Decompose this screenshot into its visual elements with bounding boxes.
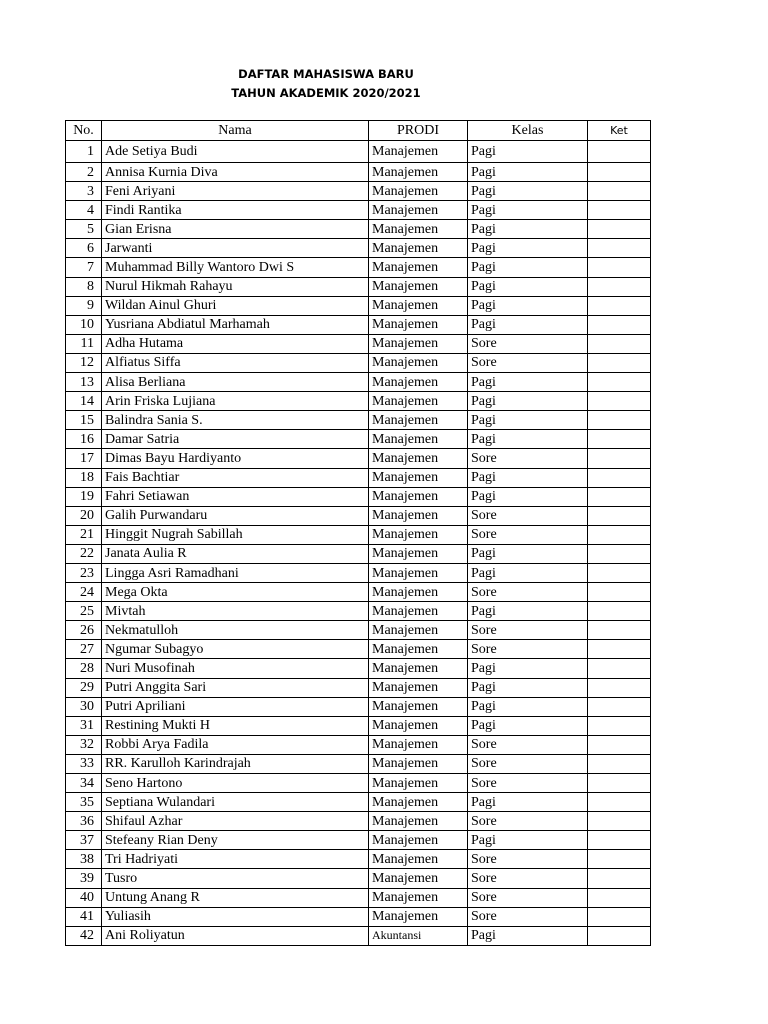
- table-header-row: [66, 121, 651, 141]
- ket-cell: [588, 774, 651, 793]
- prodi-cell: Manajemen: [369, 812, 468, 831]
- kelas-cell: Pagi: [468, 430, 588, 449]
- student-name-cell: Ade Setiya Budi: [102, 141, 369, 163]
- prodi-cell: Manajemen: [369, 774, 468, 793]
- kelas-cell: Sore: [468, 869, 588, 888]
- kelas-cell: Sore: [468, 353, 588, 372]
- prodi-cell: Manajemen: [369, 277, 468, 296]
- row-number-cell: 35: [66, 793, 102, 812]
- prodi-cell: Manajemen: [369, 411, 468, 430]
- student-name-cell: Alisa Berliana: [102, 373, 369, 392]
- kelas-cell: Pagi: [468, 220, 588, 239]
- header-prodi: PRODI: [369, 121, 468, 141]
- ket-cell: [588, 315, 651, 334]
- table-row: [66, 869, 651, 888]
- kelas-cell: Sore: [468, 525, 588, 544]
- row-number-cell: 23: [66, 563, 102, 582]
- ket-cell: [588, 659, 651, 678]
- student-name-cell: Alfiatus Siffa: [102, 353, 369, 372]
- ket-cell: [588, 640, 651, 659]
- row-number-cell: 32: [66, 735, 102, 754]
- ket-cell: [588, 258, 651, 277]
- student-name-cell: Balindra Sania S.: [102, 411, 369, 430]
- row-number-cell: 38: [66, 850, 102, 869]
- prodi-cell: Manajemen: [369, 239, 468, 258]
- row-number-cell: 34: [66, 774, 102, 793]
- prodi-cell: Manajemen: [369, 888, 468, 907]
- prodi-cell: Manajemen: [369, 869, 468, 888]
- table-row: [66, 296, 651, 315]
- ket-cell: [588, 334, 651, 353]
- table-row: [66, 220, 651, 239]
- ket-cell: [588, 869, 651, 888]
- table-row: [66, 468, 651, 487]
- table-row: [66, 449, 651, 468]
- student-name-cell: Septiana Wulandari: [102, 793, 369, 812]
- kelas-cell: Sore: [468, 583, 588, 602]
- row-number-cell: 30: [66, 697, 102, 716]
- kelas-cell: Sore: [468, 850, 588, 869]
- prodi-cell: Manajemen: [369, 487, 468, 506]
- ket-cell: [588, 850, 651, 869]
- table-row: [66, 353, 651, 372]
- ket-cell: [588, 449, 651, 468]
- row-number-cell: 40: [66, 888, 102, 907]
- ket-cell: [588, 487, 651, 506]
- student-name-cell: Arin Friska Lujiana: [102, 392, 369, 411]
- student-name-cell: Annisa Kurnia Diva: [102, 163, 369, 182]
- row-number-cell: 11: [66, 334, 102, 353]
- table-row: [66, 141, 651, 163]
- prodi-cell: Manajemen: [369, 678, 468, 697]
- kelas-cell: Pagi: [468, 831, 588, 850]
- student-name-cell: Hinggit Nugrah Sabillah: [102, 525, 369, 544]
- kelas-cell: Sore: [468, 754, 588, 773]
- ket-cell: [588, 201, 651, 220]
- student-name-cell: Findi Rantika: [102, 201, 369, 220]
- header-ket: Ket: [588, 121, 651, 141]
- kelas-cell: Pagi: [468, 315, 588, 334]
- row-number-cell: 6: [66, 239, 102, 258]
- ket-cell: [588, 277, 651, 296]
- row-number-cell: 2: [66, 163, 102, 182]
- ket-cell: [588, 754, 651, 773]
- kelas-cell: Sore: [468, 774, 588, 793]
- table-row: [66, 506, 651, 525]
- student-name-cell: Putri Apriliani: [102, 697, 369, 716]
- student-name-cell: Ani Roliyatun: [102, 926, 369, 945]
- ket-cell: [588, 373, 651, 392]
- row-number-cell: 16: [66, 430, 102, 449]
- prodi-cell: Manajemen: [369, 602, 468, 621]
- kelas-cell: Pagi: [468, 201, 588, 220]
- row-number-cell: 9: [66, 296, 102, 315]
- row-number-cell: 20: [66, 506, 102, 525]
- table-row: [66, 621, 651, 640]
- student-name-cell: Adha Hutama: [102, 334, 369, 353]
- prodi-cell: Manajemen: [369, 716, 468, 735]
- row-number-cell: 13: [66, 373, 102, 392]
- table-row: [66, 793, 651, 812]
- ket-cell: [588, 182, 651, 201]
- table-row: [66, 716, 651, 735]
- table-row: [66, 888, 651, 907]
- prodi-cell: Manajemen: [369, 831, 468, 850]
- prodi-cell: Manajemen: [369, 544, 468, 563]
- row-number-cell: 26: [66, 621, 102, 640]
- ket-cell: [588, 888, 651, 907]
- prodi-cell: Manajemen: [369, 334, 468, 353]
- prodi-cell: Manajemen: [369, 583, 468, 602]
- table-row: [66, 182, 651, 201]
- row-number-cell: 3: [66, 182, 102, 201]
- row-number-cell: 14: [66, 392, 102, 411]
- prodi-cell: Manajemen: [369, 640, 468, 659]
- student-name-cell: Dimas Bayu Hardiyanto: [102, 449, 369, 468]
- student-name-cell: Jarwanti: [102, 239, 369, 258]
- ket-cell: [588, 296, 651, 315]
- ket-cell: [588, 163, 651, 182]
- student-name-cell: Damar Satria: [102, 430, 369, 449]
- student-name-cell: Untung Anang R: [102, 888, 369, 907]
- ket-cell: [588, 926, 651, 945]
- kelas-cell: Pagi: [468, 258, 588, 277]
- row-number-cell: 4: [66, 201, 102, 220]
- student-name-cell: Ngumar Subagyo: [102, 640, 369, 659]
- kelas-cell: Sore: [468, 888, 588, 907]
- prodi-cell: Manajemen: [369, 163, 468, 182]
- student-name-cell: Yusriana Abdiatul Marhamah: [102, 315, 369, 334]
- table-row: [66, 907, 651, 926]
- table-row: [66, 754, 651, 773]
- header-nama: Nama: [102, 121, 369, 141]
- ket-cell: [588, 812, 651, 831]
- prodi-cell: Manajemen: [369, 735, 468, 754]
- table-row: [66, 430, 651, 449]
- ket-cell: [588, 735, 651, 754]
- table-row: [66, 697, 651, 716]
- student-name-cell: Mega Okta: [102, 583, 369, 602]
- prodi-cell: Manajemen: [369, 373, 468, 392]
- ket-cell: [588, 716, 651, 735]
- table-body: [66, 141, 651, 946]
- prodi-cell: Manajemen: [369, 525, 468, 544]
- row-number-cell: 29: [66, 678, 102, 697]
- student-name-cell: Janata Aulia R: [102, 544, 369, 563]
- table-row: [66, 563, 651, 582]
- prodi-cell: Manajemen: [369, 850, 468, 869]
- table-row: [66, 411, 651, 430]
- student-name-cell: Yuliasih: [102, 907, 369, 926]
- kelas-cell: Sore: [468, 735, 588, 754]
- kelas-cell: Pagi: [468, 411, 588, 430]
- kelas-cell: Sore: [468, 621, 588, 640]
- kelas-cell: Pagi: [468, 716, 588, 735]
- table-row: [66, 525, 651, 544]
- student-name-cell: Nekmatulloh: [102, 621, 369, 640]
- ket-cell: [588, 583, 651, 602]
- ket-cell: [588, 525, 651, 544]
- kelas-cell: Pagi: [468, 926, 588, 945]
- row-number-cell: 27: [66, 640, 102, 659]
- prodi-cell: Manajemen: [369, 296, 468, 315]
- kelas-cell: Pagi: [468, 392, 588, 411]
- table-row: [66, 373, 651, 392]
- prodi-cell: Manajemen: [369, 907, 468, 926]
- prodi-cell: Manajemen: [369, 392, 468, 411]
- kelas-cell: Sore: [468, 334, 588, 353]
- row-number-cell: 25: [66, 602, 102, 621]
- prodi-cell: Manajemen: [369, 430, 468, 449]
- ket-cell: [588, 506, 651, 525]
- table-row: [66, 487, 651, 506]
- prodi-cell: Manajemen: [369, 353, 468, 372]
- kelas-cell: Sore: [468, 506, 588, 525]
- kelas-cell: Sore: [468, 812, 588, 831]
- table-row: [66, 277, 651, 296]
- kelas-cell: Pagi: [468, 182, 588, 201]
- table-row: [66, 831, 651, 850]
- row-number-cell: 39: [66, 869, 102, 888]
- row-number-cell: 19: [66, 487, 102, 506]
- row-number-cell: 33: [66, 754, 102, 773]
- table-row: [66, 315, 651, 334]
- kelas-cell: Pagi: [468, 277, 588, 296]
- student-name-cell: Gian Erisna: [102, 220, 369, 239]
- row-number-cell: 22: [66, 544, 102, 563]
- table-row: [66, 774, 651, 793]
- row-number-cell: 10: [66, 315, 102, 334]
- kelas-cell: Pagi: [468, 163, 588, 182]
- header-no: No.: [66, 121, 102, 141]
- ket-cell: [588, 831, 651, 850]
- row-number-cell: 7: [66, 258, 102, 277]
- student-name-cell: Nuri Musofinah: [102, 659, 369, 678]
- kelas-cell: Pagi: [468, 659, 588, 678]
- student-name-cell: Tri Hadriyati: [102, 850, 369, 869]
- prodi-cell: Manajemen: [369, 563, 468, 582]
- ket-cell: [588, 411, 651, 430]
- row-number-cell: 17: [66, 449, 102, 468]
- table-row: [66, 812, 651, 831]
- ket-cell: [588, 697, 651, 716]
- table-row: [66, 583, 651, 602]
- student-name-cell: Fahri Setiawan: [102, 487, 369, 506]
- ket-cell: [588, 239, 651, 258]
- prodi-cell: Manajemen: [369, 315, 468, 334]
- kelas-cell: Pagi: [468, 602, 588, 621]
- row-number-cell: 41: [66, 907, 102, 926]
- row-number-cell: 24: [66, 583, 102, 602]
- ket-cell: [588, 141, 651, 163]
- student-name-cell: Fais Bachtiar: [102, 468, 369, 487]
- prodi-cell: Manajemen: [369, 468, 468, 487]
- prodi-cell: Manajemen: [369, 793, 468, 812]
- header-kelas: Kelas: [468, 121, 588, 141]
- kelas-cell: Sore: [468, 640, 588, 659]
- document-title: DAFTAR MAHASISWA BARU: [238, 67, 414, 81]
- kelas-cell: Pagi: [468, 487, 588, 506]
- table-row: [66, 392, 651, 411]
- table-row: [66, 850, 651, 869]
- kelas-cell: Pagi: [468, 141, 588, 163]
- ket-cell: [588, 468, 651, 487]
- table-row: [66, 602, 651, 621]
- ket-cell: [588, 602, 651, 621]
- table-row: [66, 239, 651, 258]
- student-name-cell: Putri Anggita Sari: [102, 678, 369, 697]
- table-row: [66, 334, 651, 353]
- student-table: [65, 120, 651, 946]
- kelas-cell: Pagi: [468, 239, 588, 258]
- ket-cell: [588, 678, 651, 697]
- table-row: [66, 659, 651, 678]
- student-name-cell: Mivtah: [102, 602, 369, 621]
- prodi-cell: Manajemen: [369, 621, 468, 640]
- prodi-cell: Akuntansi: [369, 926, 468, 945]
- student-name-cell: Nurul Hikmah Rahayu: [102, 277, 369, 296]
- prodi-cell: Manajemen: [369, 258, 468, 277]
- ket-cell: [588, 793, 651, 812]
- ket-cell: [588, 544, 651, 563]
- prodi-cell: Manajemen: [369, 141, 468, 163]
- table-row: [66, 640, 651, 659]
- ket-cell: [588, 563, 651, 582]
- student-name-cell: Seno Hartono: [102, 774, 369, 793]
- table-row: [66, 926, 651, 945]
- kelas-cell: Sore: [468, 907, 588, 926]
- row-number-cell: 12: [66, 353, 102, 372]
- ket-cell: [588, 392, 651, 411]
- row-number-cell: 8: [66, 277, 102, 296]
- row-number-cell: 15: [66, 411, 102, 430]
- table-row: [66, 735, 651, 754]
- student-name-cell: Lingga Asri Ramadhani: [102, 563, 369, 582]
- ket-cell: [588, 621, 651, 640]
- student-name-cell: Feni Ariyani: [102, 182, 369, 201]
- ket-cell: [588, 220, 651, 239]
- prodi-cell: Manajemen: [369, 697, 468, 716]
- kelas-cell: Pagi: [468, 697, 588, 716]
- ket-cell: [588, 907, 651, 926]
- prodi-cell: Manajemen: [369, 220, 468, 239]
- document-subtitle: TAHUN AKADEMIK 2020/2021: [231, 86, 421, 100]
- table-row: [66, 678, 651, 697]
- kelas-cell: Pagi: [468, 544, 588, 563]
- row-number-cell: 1: [66, 141, 102, 163]
- ket-cell: [588, 430, 651, 449]
- prodi-cell: Manajemen: [369, 182, 468, 201]
- row-number-cell: 18: [66, 468, 102, 487]
- kelas-cell: Sore: [468, 449, 588, 468]
- row-number-cell: 42: [66, 926, 102, 945]
- row-number-cell: 36: [66, 812, 102, 831]
- prodi-cell: Manajemen: [369, 506, 468, 525]
- kelas-cell: Pagi: [468, 468, 588, 487]
- row-number-cell: 5: [66, 220, 102, 239]
- kelas-cell: Pagi: [468, 563, 588, 582]
- student-name-cell: Restining Mukti H: [102, 716, 369, 735]
- row-number-cell: 21: [66, 525, 102, 544]
- prodi-cell: Manajemen: [369, 449, 468, 468]
- table-row: [66, 163, 651, 182]
- prodi-cell: Manajemen: [369, 754, 468, 773]
- kelas-cell: Pagi: [468, 678, 588, 697]
- student-name-cell: Shifaul Azhar: [102, 812, 369, 831]
- prodi-cell: Manajemen: [369, 201, 468, 220]
- row-number-cell: 37: [66, 831, 102, 850]
- student-name-cell: Muhammad Billy Wantoro Dwi S: [102, 258, 369, 277]
- table-row: [66, 201, 651, 220]
- row-number-cell: 31: [66, 716, 102, 735]
- table-row: [66, 544, 651, 563]
- ket-cell: [588, 353, 651, 372]
- student-name-cell: Galih Purwandaru: [102, 506, 369, 525]
- row-number-cell: 28: [66, 659, 102, 678]
- student-name-cell: Robbi Arya Fadila: [102, 735, 369, 754]
- kelas-cell: Pagi: [468, 373, 588, 392]
- student-name-cell: Tusro: [102, 869, 369, 888]
- student-name-cell: Stefeany Rian Deny: [102, 831, 369, 850]
- student-name-cell: Wildan Ainul Ghuri: [102, 296, 369, 315]
- kelas-cell: Pagi: [468, 793, 588, 812]
- student-name-cell: RR. Karulloh Karindrajah: [102, 754, 369, 773]
- prodi-cell: Manajemen: [369, 659, 468, 678]
- kelas-cell: Pagi: [468, 296, 588, 315]
- table-row: [66, 258, 651, 277]
